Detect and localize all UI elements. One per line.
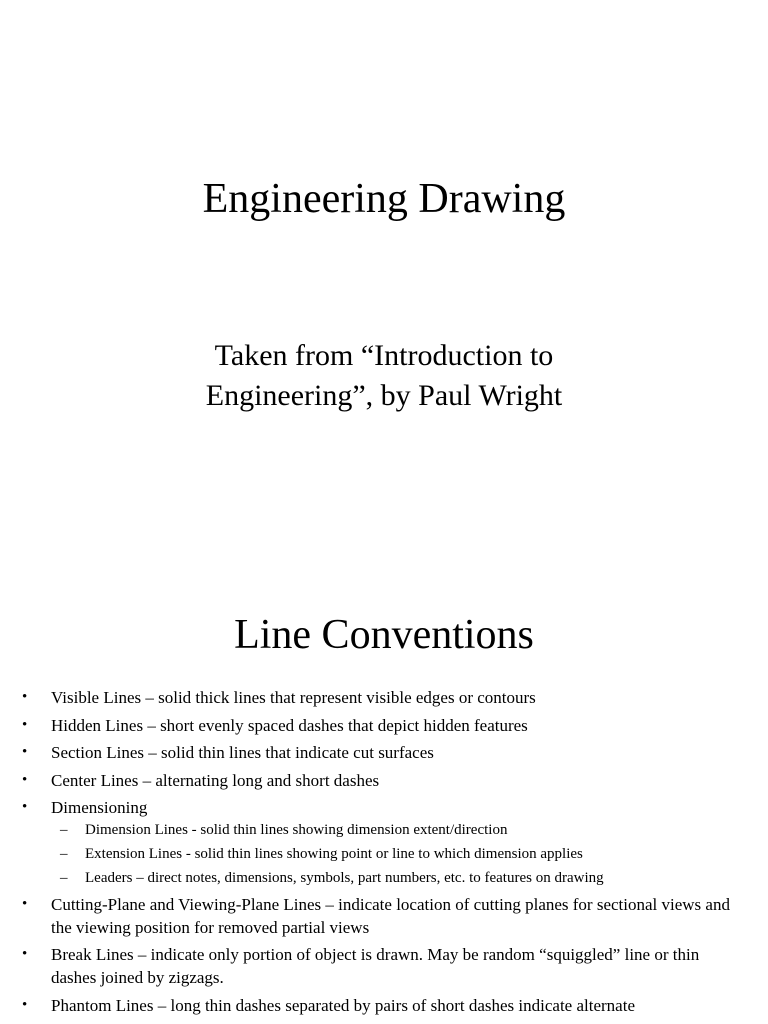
sub-bullet-text: Dimension Lines - solid thin lines showing dimension extent/direction [85, 822, 508, 838]
dash-icon: – [60, 846, 68, 862]
bullet-text: Hidden Lines – short evenly spaced dashes that depict hidden features [51, 715, 528, 735]
sub-bullet-item-extension-lines [51, 844, 748, 864]
bullet-item-section-lines [0, 741, 768, 764]
slide-subtitle [0, 336, 768, 416]
bullet-item-phantom-lines [0, 994, 768, 1017]
bullet-icon: • [22, 771, 28, 788]
bullet-text: Dimensioning [51, 798, 148, 817]
bullet-item-hidden-lines [0, 714, 768, 737]
bullet-text: Cutting-Plane and Viewing-Plane Lines – indicate location of cutting planes for sectional views and the viewing position for removed partial views [51, 894, 730, 937]
bullet-icon: • [22, 744, 28, 760]
bullet-icon: • [22, 895, 28, 912]
bullet-item-break-lines [0, 943, 768, 989]
sub-bullet-text: Extension Lines - solid thin lines showing point or line to which dimension applies [85, 846, 583, 862]
bullet-item-visible-lines [0, 686, 768, 709]
slide-title: Line Conventions [234, 612, 534, 658]
sub-bullet-item-dimension-lines [51, 820, 748, 840]
sub-bullet-text: Leaders – direct notes, dimensions, symbols, part numbers, etc. to features on drawing [85, 870, 604, 886]
bullet-item-center-lines [0, 769, 768, 792]
sub-bullet-item-leaders [51, 868, 748, 888]
subtitle-line-2: Engineering”, by Paul Wright [205, 379, 563, 412]
bullet-text: Break Lines – indicate only portion of object is drawn. May be random “squiggled” line or thin dashes joined by zigzags. [51, 945, 700, 987]
bullet-icon: • [22, 799, 28, 815]
bullet-text: Section Lines – solid thin lines that indicate cut surfaces [51, 743, 434, 762]
bullet-icon: • [22, 996, 28, 1013]
bullet-item-cutting-plane-lines [0, 893, 768, 939]
bullet-item-dimensioning [0, 796, 768, 888]
slide-title: Engineering Drawing [202, 176, 566, 222]
sub-bullet-list [51, 820, 748, 888]
bullet-icon: • [22, 946, 28, 962]
subtitle-line-1: Taken from “Introduction to [214, 339, 554, 372]
bullet-icon: • [22, 716, 28, 733]
line-conventions-slide [0, 576, 768, 1024]
dash-icon: – [60, 822, 68, 838]
bullet-text: Visible Lines – solid thick lines that represent visible edges or contours [51, 688, 536, 707]
bullet-icon: • [22, 689, 28, 705]
bullet-list [0, 686, 768, 1021]
dash-icon: – [60, 870, 68, 886]
bullet-text: Center Lines – alternating long and short dashes [51, 770, 380, 790]
bullet-text: Phantom Lines – long thin dashes separated by pairs of short dashes indicate alternate [51, 995, 635, 1015]
